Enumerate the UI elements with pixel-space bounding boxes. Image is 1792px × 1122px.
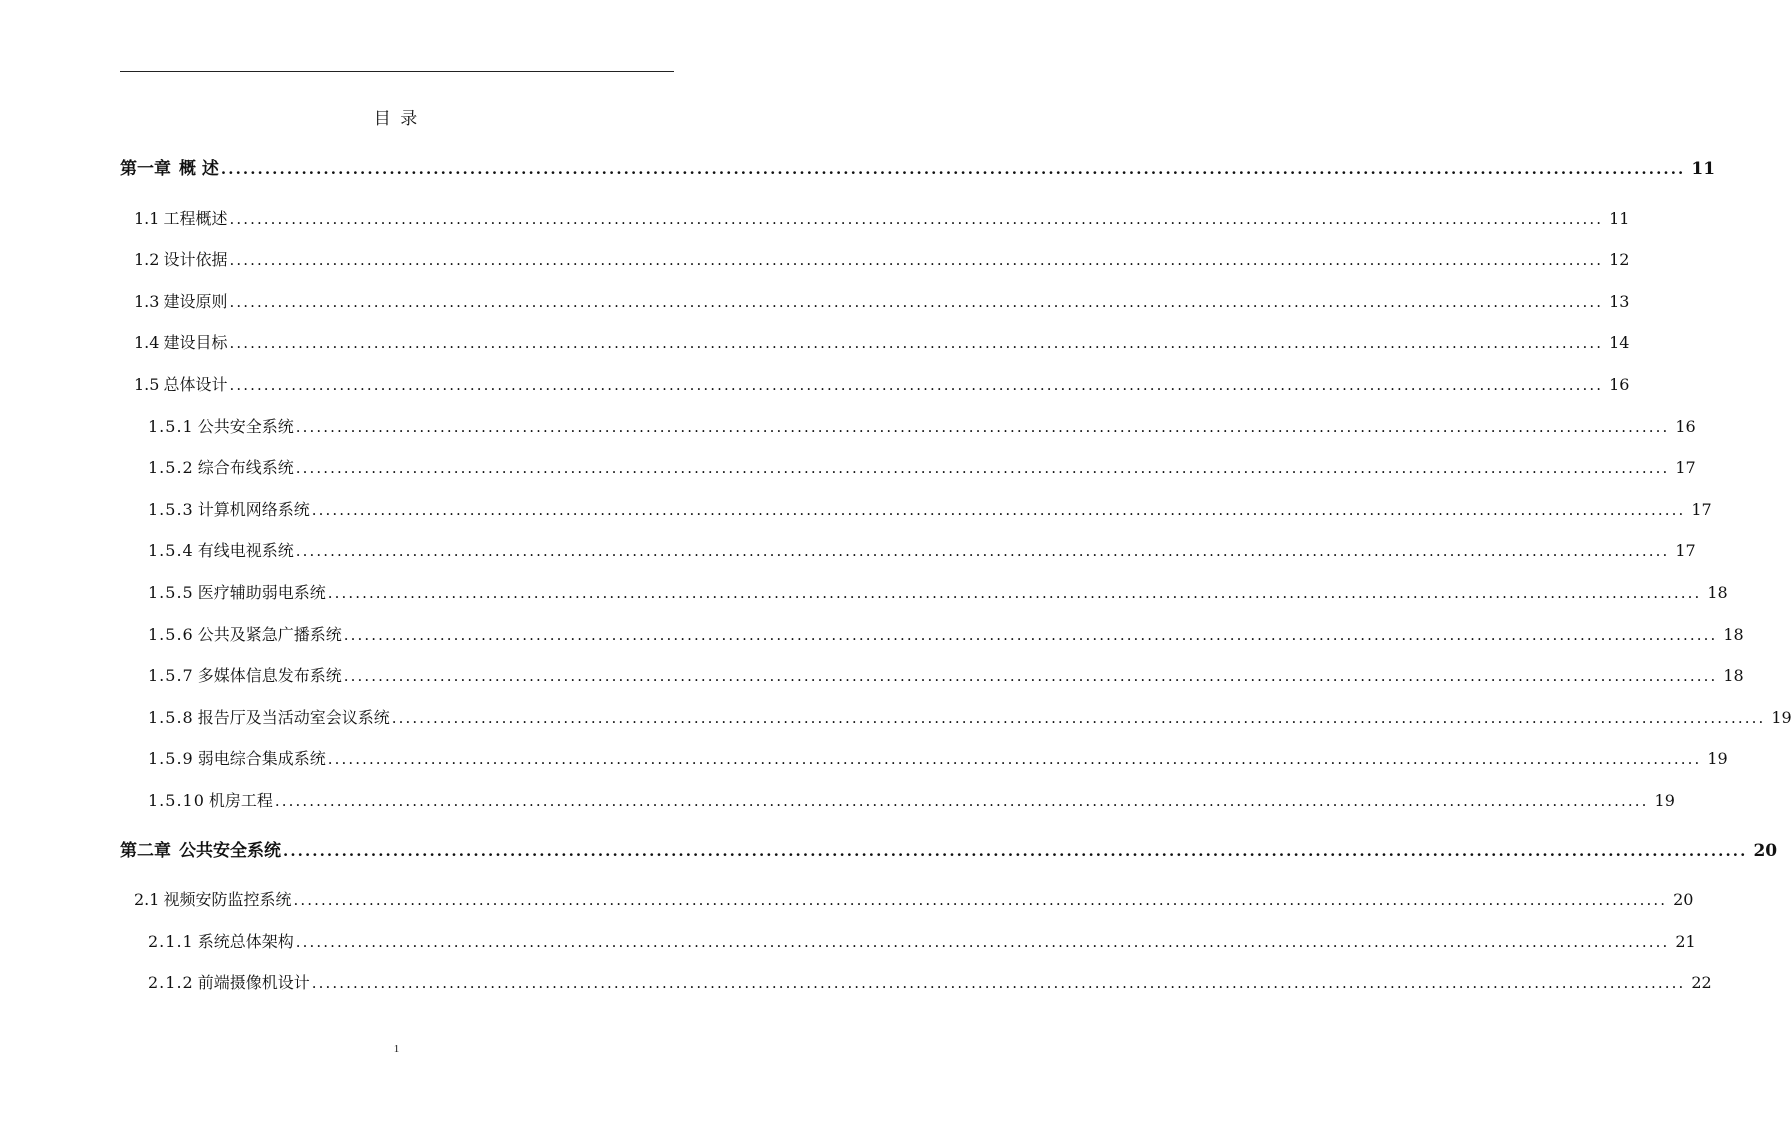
toc-title: 目 录: [373, 109, 420, 129]
toc-dot-leader: ........................................................................................................................................................................................................: [229, 334, 1604, 352]
toc-entry-number: 1.5.1: [148, 417, 194, 436]
toc-dot-leader: ........................................................................................................................................................................................................: [391, 709, 1766, 727]
toc-entry-title: 设计依据: [163, 250, 228, 269]
toc-entry-title: 公共及紧急广播系统: [197, 625, 342, 644]
toc-entry-number: 1.2: [134, 250, 160, 269]
toc-entry-page: 17: [1675, 541, 1696, 560]
toc-entry[interactable]: [0, 454, 1696, 478]
toc-entry-number: 1.5.9: [148, 749, 194, 768]
toc-dot-leader: ........................................................................................................................................................................................................: [229, 251, 1604, 269]
toc-entry-title: 有线电视系统: [197, 541, 294, 560]
toc-entry[interactable]: [0, 621, 1744, 645]
toc-entry-number: 2.1.2: [148, 973, 194, 992]
toc-entry-number: 1.5.5: [148, 583, 194, 602]
toc-entry-page: 18: [1723, 666, 1744, 685]
toc-entry[interactable]: [0, 928, 1696, 952]
toc-entry[interactable]: [0, 205, 1630, 229]
toc-dot-leader: ........................................................................................................................................................................................................: [229, 376, 1604, 394]
toc-entry[interactable]: [0, 155, 1716, 179]
toc-entry-number: 1.1: [134, 209, 160, 228]
toc-entry[interactable]: [0, 787, 1675, 811]
toc-entry-number: 1.5.7: [148, 666, 194, 685]
toc-entry-page: 19: [1654, 791, 1675, 810]
toc-dot-leader: ........................................................................................................................................................................................................: [295, 418, 1670, 436]
toc-entry-title: 工程概述: [163, 209, 228, 228]
toc-dot-leader: ........................................................................................................................................................................................................: [311, 974, 1686, 992]
toc-entry[interactable]: [0, 837, 1778, 861]
toc-entry-number: 第二章: [120, 841, 171, 861]
toc-entry-page: 11: [1609, 209, 1630, 228]
toc-entry-page: 18: [1723, 625, 1744, 644]
toc-entry-number: 2.1.1: [148, 932, 194, 951]
toc-entry-page: 16: [1675, 417, 1696, 436]
toc-entry-number: 1.5: [134, 375, 160, 394]
toc-entry-title: 综合布线系统: [197, 458, 294, 477]
toc-entry-number: 1.5.8: [148, 708, 194, 727]
toc-entry[interactable]: [0, 246, 1630, 270]
toc-entry-number: 1.4: [134, 333, 160, 352]
toc-entry-page: 16: [1609, 375, 1630, 394]
toc-entry-number: 1.5.10: [148, 791, 205, 810]
toc-entry-page: 17: [1675, 458, 1696, 477]
toc-entry-title: 概 述: [179, 159, 219, 179]
toc-entry-page: 19: [1707, 749, 1728, 768]
toc-entry[interactable]: [0, 969, 1712, 993]
toc-entry-title: 建设原则: [163, 292, 228, 311]
toc-entry-title: 公共安全系统: [179, 841, 281, 861]
toc-entry[interactable]: [0, 579, 1728, 603]
page-number: 1: [393, 1043, 400, 1055]
toc-entry-title: 系统总体架构: [197, 932, 294, 951]
toc-dot-leader: ........................................................................................................................................................................................................: [327, 750, 1702, 768]
toc-entry[interactable]: [0, 371, 1630, 395]
toc-entry-number: 1.5.2: [148, 458, 194, 477]
toc-entry-number: 1.5.6: [148, 625, 194, 644]
toc-entry-page: 20: [1753, 841, 1778, 861]
toc-entry-title: 视频安防监控系统: [163, 890, 292, 909]
toc-entry-number: 1.3: [134, 292, 160, 311]
toc-entry-title: 弱电综合集成系统: [197, 749, 326, 768]
toc-entry[interactable]: [0, 745, 1728, 769]
toc-entry[interactable]: [0, 704, 1792, 728]
toc-dot-leader: ........................................................................................................................................................................................................: [295, 459, 1670, 477]
toc-entry-title: 多媒体信息发布系统: [197, 666, 342, 685]
toc-dot-leader: ........................................................................................................................................................................................................: [229, 210, 1604, 228]
toc-entry-title: 公共安全系统: [197, 417, 294, 436]
toc-entry-page: 21: [1675, 932, 1696, 951]
toc-entry[interactable]: [0, 662, 1744, 686]
toc-dot-leader: ........................................................................................................................................................................................................: [283, 842, 1748, 860]
toc-entry-page: 13: [1609, 292, 1630, 311]
toc-entry-page: 20: [1673, 890, 1694, 909]
toc-entry[interactable]: [0, 413, 1696, 437]
toc-entry-page: 12: [1609, 250, 1630, 269]
toc-entry-number: 1.5.4: [148, 541, 194, 560]
toc-dot-leader: ........................................................................................................................................................................................................: [343, 667, 1718, 685]
toc-dot-leader: ........................................................................................................................................................................................................: [274, 792, 1649, 810]
toc-entry-page: 18: [1707, 583, 1728, 602]
toc-entry-title: 建设目标: [163, 333, 228, 352]
toc-dot-leader: ........................................................................................................................................................................................................: [293, 891, 1668, 909]
toc-dot-leader: ........................................................................................................................................................................................................: [311, 501, 1686, 519]
toc-entry-title: 报告厅及当活动室会议系统: [197, 708, 390, 727]
toc-dot-leader: ........................................................................................................................................................................................................: [327, 584, 1702, 602]
toc-entry[interactable]: [0, 329, 1630, 353]
toc-entry-page: 19: [1771, 708, 1792, 727]
toc-entry-title: 前端摄像机设计: [197, 973, 310, 992]
toc-entry-title: 计算机网络系统: [197, 500, 310, 519]
toc-entry-title: 机房工程: [208, 791, 273, 810]
toc-dot-leader: ........................................................................................................................................................................................................: [343, 626, 1718, 644]
toc-entry[interactable]: [0, 886, 1694, 910]
toc-entry-page: 14: [1609, 333, 1630, 352]
toc-entry[interactable]: [0, 537, 1696, 561]
toc-entry-number: 2.1: [134, 890, 160, 909]
toc-entry-number: 第一章: [120, 159, 171, 179]
toc-dot-leader: ........................................................................................................................................................................................................: [229, 293, 1604, 311]
toc-entry[interactable]: [0, 496, 1712, 520]
toc-entry-title: 总体设计: [163, 375, 228, 394]
toc-entry-number: 1.5.3: [148, 500, 194, 519]
toc-entry-page: 22: [1691, 973, 1712, 992]
toc-dot-leader: ........................................................................................................................................................................................................: [220, 160, 1686, 178]
header-rule: [120, 71, 674, 72]
toc-dot-leader: ........................................................................................................................................................................................................: [295, 933, 1670, 951]
toc-entry-page: 17: [1691, 500, 1712, 519]
toc-entry-page: 11: [1691, 159, 1716, 179]
toc-entry-title: 医疗辅助弱电系统: [197, 583, 326, 602]
toc-entry[interactable]: [0, 288, 1630, 312]
toc-dot-leader: ........................................................................................................................................................................................................: [295, 542, 1670, 560]
